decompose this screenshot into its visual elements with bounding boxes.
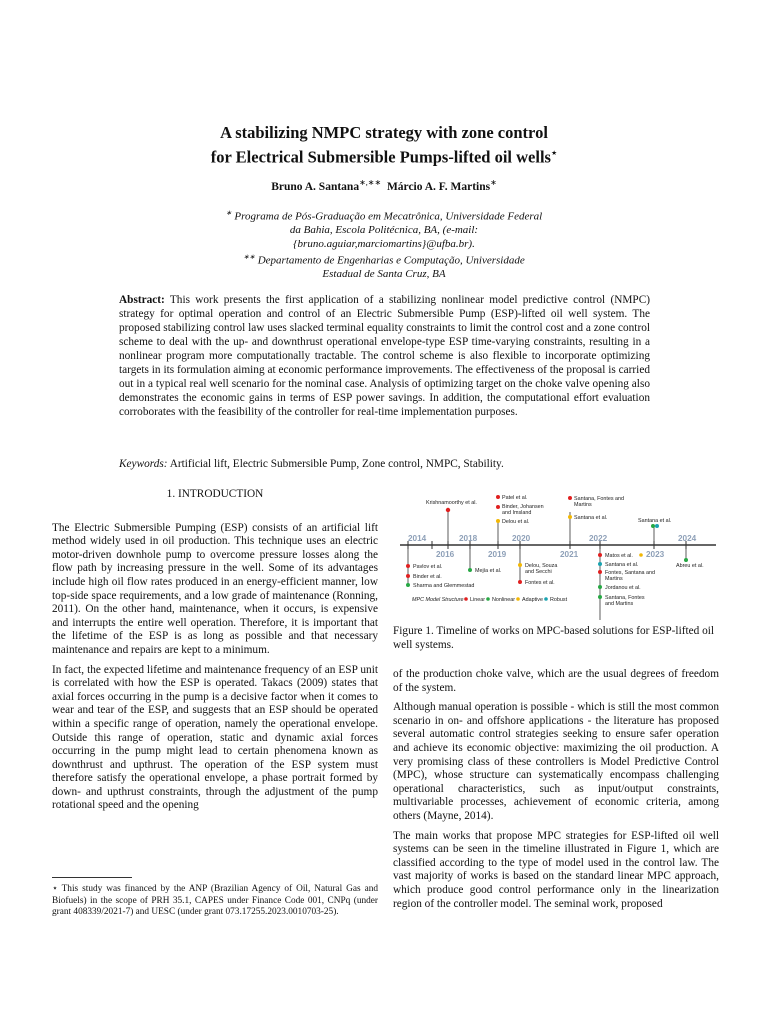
label-mejia: Mejía et al. — [475, 568, 502, 574]
label-fontes: Fontes et al. — [525, 580, 555, 586]
keywords — [119, 458, 650, 470]
affiliations — [160, 207, 608, 282]
year-2023: 2023 — [646, 550, 665, 559]
year-2019: 2019 — [488, 550, 507, 559]
dot-sharma — [406, 583, 410, 587]
dot-santana-2022 — [598, 562, 602, 566]
label-santana-2023: Santana et al. — [638, 518, 672, 524]
legend-title: MPC Model Structure — [412, 597, 464, 603]
affil-line-2: da Bahia, Escola Politécnica, BA, (e-mail: — [289, 224, 479, 237]
label-santana-2021: Santana et al. — [574, 515, 608, 521]
title-line-2: for Electrical Submersible Pumps-lifted oil wells — [210, 147, 551, 167]
legend-nonlinear-swatch — [486, 597, 490, 601]
legend-robust-swatch — [544, 597, 548, 601]
author-1-affil: ∗,∗∗ — [359, 178, 382, 187]
label-sharma: Sharma and Glemmestad — [413, 583, 475, 589]
legend-linear-swatch — [464, 597, 468, 601]
label-delou-souza-2: and Secchi — [525, 569, 552, 575]
dot-binder-johansen — [496, 505, 500, 509]
author-2: Márcio A. F. Martins — [386, 180, 491, 193]
year-2020: 2020 — [512, 534, 531, 543]
footnote: ⋆ This study was financed by the ANP (Brazilian Agency of Oil, Natural Gas and Biofuels) in the scope of PRH 35.1, CAPES under Finance Code 001, CNPq (under grant 408339/2021-7) and UESC (under grant 073.17255.2023.0010703-25). — [52, 884, 378, 917]
legend-adaptive: Adaptive — [522, 597, 543, 603]
affil-line-1: Programa de Pós-Graduação em Mecatrônica, Universidade Federal — [234, 210, 543, 223]
left-column — [52, 488, 378, 819]
legend-robust: Robust — [550, 597, 568, 603]
dot-binder — [406, 574, 410, 578]
label-fsm-2: Martins — [605, 576, 623, 582]
dot-delou-top — [496, 519, 500, 523]
author-2-affil: ∗ — [490, 178, 497, 187]
dot-santana-2023-a — [651, 524, 655, 528]
affil-line-3: {bruno.aguiar,marciomartins}@ufba.br). — [293, 237, 475, 250]
label-sfm-1: Santana, Fontes — [605, 595, 645, 601]
label-fsm-1: Fontes, Santana and — [605, 570, 656, 576]
label-sfm-2: and Martins — [605, 601, 634, 607]
year-2016: 2016 — [436, 550, 455, 559]
abstract-text: This work presents the first application of a stabilizing nonlinear model predictive control (NMPC) strategy for optimal operation and control of an Electric Submersible Pump (ESP)-lifted oil well system. The proposed stabilizing control law uses slacked terminal equality constraints to limit the control cost and a zone control scheme to deal with the up- and downthrust operational envelope-type ESP time-varying constraints, resulting in a nonlinear program more computationally tractable. The control scheme is also flexible to incorporate optimizing targets in its formulation aiming at economic performance improvements. The effectiveness of the proposal is carried out in a typical real well scenario for the nominal case. Analysis of optimizing target on the choke valve opening also demonstrates the economic gains in terms of ESP power savings. In addition, the computational effort evaluation corroborates with the feasibility of the controller for real-time implementation purposes. — [119, 294, 650, 418]
label-delou-top: Delou et al. — [502, 519, 530, 525]
label-krishnamoorthy: Krishnamoorthy et al. — [426, 500, 477, 506]
dot-matos-adaptive — [639, 553, 643, 557]
author-1: Bruno A. Santana — [271, 180, 360, 193]
dot-santana-fontes-martins — [568, 496, 572, 500]
abstract-label: Abstract: — [119, 294, 165, 306]
title-footnote-mark: ⋆ — [550, 148, 558, 159]
caption-text: Figure 1. Timeline of works on MPC-based solutions for ESP-lifted oil well systems. — [393, 625, 715, 651]
title-line-1: A stabilizing NMPC strategy with zone control — [220, 123, 548, 142]
affil-1-mark: ∗ — [225, 209, 232, 217]
label-binder-johansen-1: Binder, Johansen — [502, 504, 544, 510]
paragraph-2: In fact, the expected lifetime and maintenance frequency of an ESP unit is correlated with how the ESP is operated. Takacs (2009) states that axial forces occurring in the pump is a decisive factor when it comes to wear and tear of the ESP, and suggests that an ESP should be operated within a specific range of operation, namely the operational envelope. Outside this range of operation, static and dynamic axial forces occurring in the pump might lead to certain phenomena known as downthrust and upthrust. The operation of the ESP system must therefore satisfy the operational envelope, a phase portrait formed by down- and upthrust constraints, through the adjustment of the pump rotational speed and the opening — [52, 663, 378, 812]
label-matos: Matos et al. — [605, 553, 633, 559]
dot-fontes-santana-martins — [598, 570, 602, 574]
dot-delou-souza — [518, 563, 522, 567]
paragraph-5: The main works that propose MPC strategies for ESP-lifted oil well systems can be seen in the timeline illustrated in Figure 1, which are classified according to the type of model used in the control law. The vast majority of works is based on the standard linear MPC approach, which produce good control performance only in the linearization region of the controller model. The seminal work, proposed — [393, 829, 719, 910]
dot-krishnamoorthy — [446, 508, 450, 512]
dot-matos — [598, 553, 602, 557]
dot-patel — [496, 495, 500, 499]
dot-santana-2021 — [568, 515, 572, 519]
dot-fontes — [518, 580, 522, 584]
label-binder: Binder et al. — [413, 574, 442, 580]
paragraph-4: Although manual operation is possible - which is still the most common scenario in on- and offshore applications - the literature has proposed several automatic control strategies seeking to ensure safer operation and achieve its economic objective: maximizing the oil production. A very promising class of these controllers is Model Predictive Control (MPC), whose structure can systematically encompass challenging operational characteristics, such as input/output constraints, multivariable processes, achievement of economic criteria, among others (Mayne, 2014). — [393, 701, 719, 822]
legend-nonlinear: Nonlinear — [492, 597, 516, 603]
affil-line-5: Estadual de Santa Cruz, BA — [322, 268, 446, 281]
dot-jordanou — [598, 585, 602, 589]
figure-1-caption — [393, 625, 719, 652]
figure-1-timeline — [396, 488, 722, 620]
author-list — [0, 178, 768, 193]
year-2018: 2018 — [459, 534, 478, 543]
paragraph-3: of the production choke valve, which are the usual degrees of freedom of the system. — [393, 668, 719, 694]
year-2021: 2021 — [560, 550, 579, 559]
abstract — [119, 293, 650, 419]
label-patel: Patel et al. — [502, 495, 528, 501]
label-pavlov: Pavlov et al. — [413, 564, 443, 570]
section-heading: 1. INTRODUCTION — [166, 488, 264, 500]
paragraph-1: The Electric Submersible Pumping (ESP) consists of an artificial lift method widely used in oil production. This technique uses an electric motor-driven downhole pump to overcome pressure losses along the flow path by increasing pressure in the well. Some of its advantages include high oil flow rates produced in an energy-efficient manner, low top-side space requirements, and a low grade of maintenance (Ronning, 2011). On the other hand, maintenance, when it occurs, is expensive and interrupts the entire well operation. Therefore, it is important that the lifetime of the ESP is as long as possible and that necessary maintenance and repairs are kept to a minimum. — [52, 521, 378, 656]
affil-2-mark: ∗∗ — [243, 253, 255, 262]
label-santana-fm-2: Martins — [574, 502, 592, 508]
dot-santana-fontes — [598, 595, 602, 599]
dot-mejia — [468, 568, 472, 572]
label-abreu: Abreu et al. — [676, 563, 704, 569]
year-2022: 2022 — [589, 534, 608, 543]
label-santana-fm-1: Santana, Fontes and — [574, 496, 625, 502]
label-binder-johansen-2: and Imsland — [502, 510, 532, 516]
label-jordanou: Jordanou et al. — [605, 585, 641, 591]
year-2024: 2024 — [678, 534, 697, 543]
dot-santana-2023-b — [655, 524, 659, 528]
affil-line-4: Departamento de Engenharias e Computação, Universidade — [257, 254, 525, 267]
paper-title — [0, 122, 768, 168]
label-delou-souza-1: Delou, Souza — [525, 563, 558, 569]
footnote-divider — [52, 877, 132, 878]
label-santana-2022: Santana et al. — [605, 562, 639, 568]
keywords-text: Artificial lift, Electric Submersible Pump, Zone control, NMPC, Stability. — [169, 458, 504, 470]
keywords-label: Keywords: — [119, 458, 168, 470]
dot-pavlov — [406, 564, 410, 568]
legend-adaptive-swatch — [516, 597, 520, 601]
figure-legend — [412, 597, 568, 603]
legend-linear: Linear — [470, 597, 485, 603]
dot-abreu — [684, 558, 688, 562]
right-column — [393, 668, 719, 917]
year-2014: 2014 — [408, 534, 427, 543]
